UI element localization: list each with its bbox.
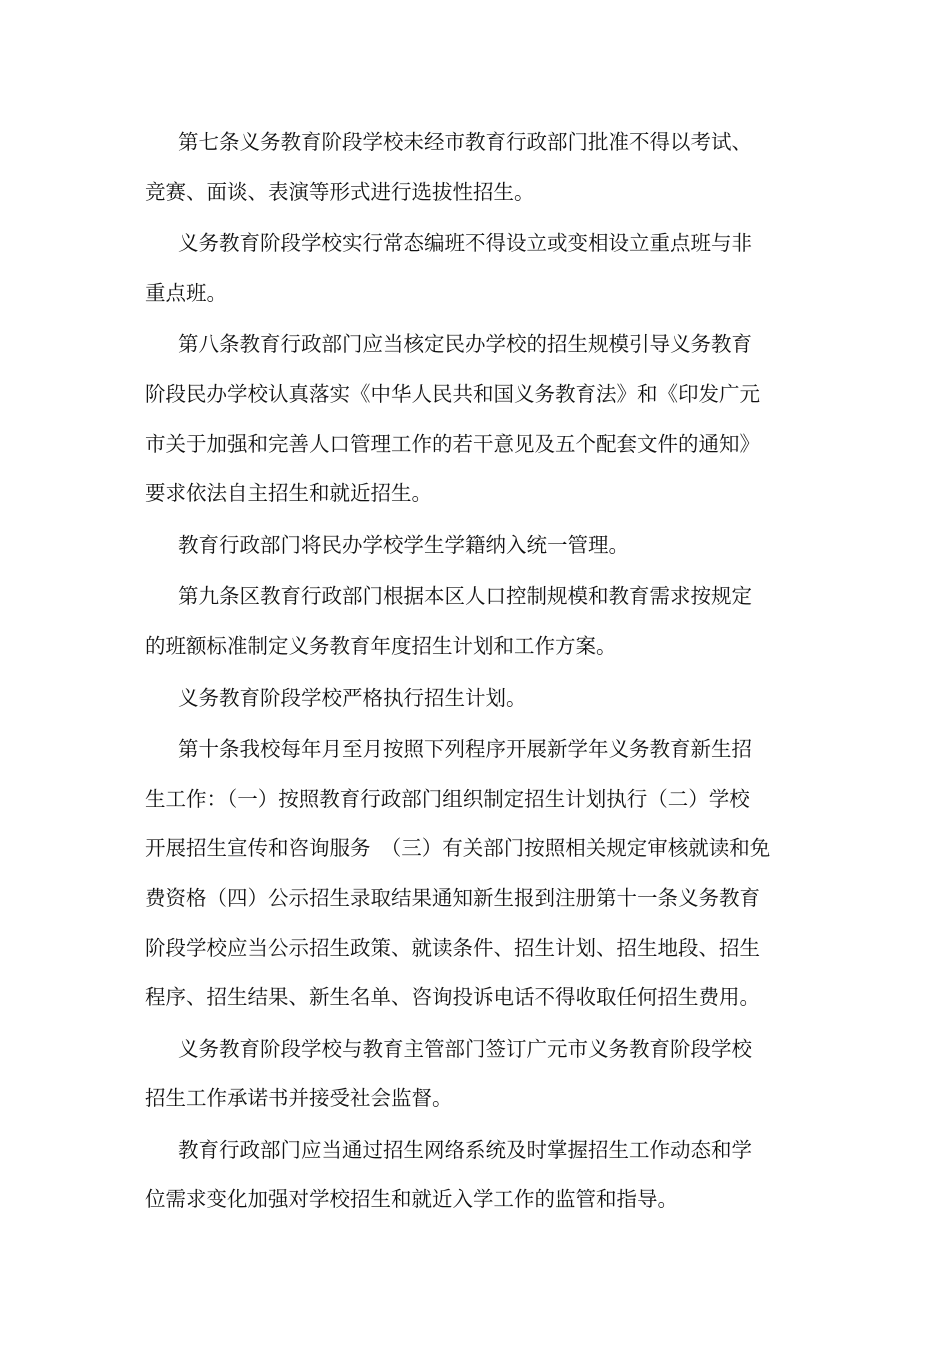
- text-line: 招生工作承诺书并接受社会监督。: [145, 1086, 453, 1111]
- paragraph-supervision: [145, 1126, 790, 1225]
- text-line: 义务教育阶段学校严格执行招生计划。: [178, 685, 527, 710]
- text-line: 市关于加强和完善人口管理工作的若干意见及五个配套文件的通知》: [145, 431, 760, 456]
- text-line: 程序、招生结果、新生名单、咨询投诉电话不得收取任何招生费用。: [145, 985, 760, 1010]
- paragraph-article-9: [145, 572, 790, 671]
- paragraph-article-10: [145, 725, 790, 1023]
- text-line: 教育行政部门应当通过招生网络系统及时掌握招生工作动态和学: [178, 1137, 752, 1162]
- text-line: 第十条我校每年月至月按照下列程序开展新学年义务教育新生招: [178, 737, 752, 762]
- text-line: 开展招生宣传和咨询服务 （三）有关部门按照相关规定审核就读和免: [145, 836, 771, 861]
- text-line: 阶段民办学校认真落实《中华人民共和国义务教育法》和《印发广元: [145, 381, 760, 406]
- paragraph-class-grouping: [145, 219, 790, 318]
- text-line: 的班额标准制定义务教育年度招生计划和工作方案。: [145, 633, 617, 658]
- paragraph-student-records: [145, 521, 790, 571]
- text-line: 义务教育阶段学校与教育主管部门签订广元市义务教育阶段学校: [178, 1036, 752, 1061]
- text-line: 教育行政部门将民办学校学生学籍纳入统一管理。: [178, 532, 629, 557]
- paragraph-enrollment-plan: [145, 674, 790, 724]
- text-line: 第九条区教育行政部门根据本区人口控制规模和教育需求按规定: [178, 584, 752, 609]
- text-line: 生工作：（一）按照教育行政部门组织制定招生计划执行（二）学校: [145, 786, 750, 811]
- text-line: 义务教育阶段学校实行常态编班不得设立或变相设立重点班与非: [178, 231, 752, 256]
- paragraph-article-8: [145, 320, 790, 518]
- text-line: 要求依法自主招生和就近招生。: [145, 481, 432, 506]
- paragraph-article-7: [145, 118, 790, 217]
- paragraph-commitment: [145, 1025, 790, 1124]
- text-line: 位需求变化加强对学校招生和就近入学工作的监管和指导。: [145, 1187, 678, 1212]
- text-line: 第七条义务教育阶段学校未经市教育行政部门批准不得以考试、: [178, 130, 752, 154]
- text-line: 竞赛、面谈、表演等形式进行选拔性招生。: [145, 179, 535, 204]
- text-line: 第八条教育行政部门应当核定民办学校的招生规模引导义务教育: [178, 332, 752, 357]
- document-body: [145, 118, 790, 1227]
- text-line: 重点班。: [145, 280, 227, 305]
- text-line: 阶段学校应当公示招生政策、就读条件、招生计划、招生地段、招生: [145, 935, 760, 960]
- text-line: 费资格（四）公示招生录取结果通知新生报到注册第十一条义务教育: [145, 885, 760, 910]
